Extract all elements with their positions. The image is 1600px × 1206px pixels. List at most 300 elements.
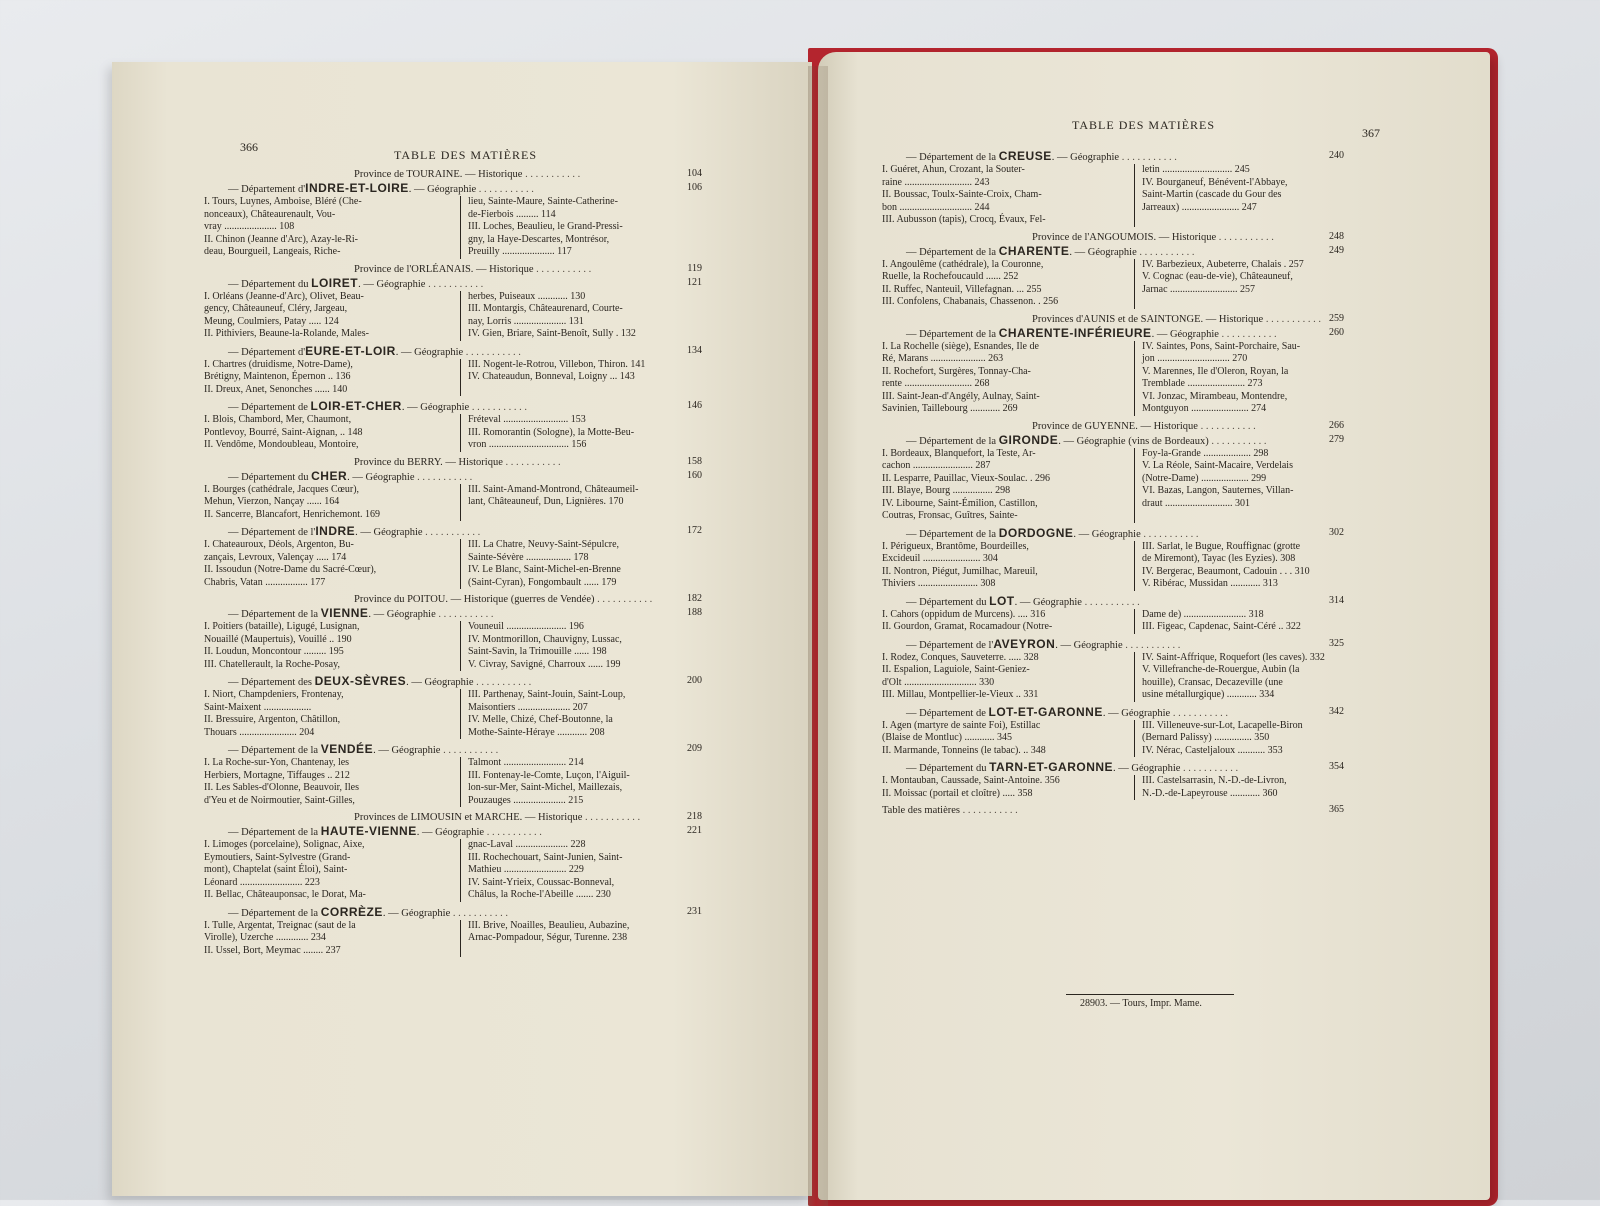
department-name: DORDOGNE <box>998 525 1074 540</box>
left-page <box>112 62 812 1196</box>
toc-subentry-line: III. Castelsarrasin, N.-D.-de-Livron, <box>1142 775 1287 786</box>
column-divider <box>460 839 461 902</box>
toc-heading <box>906 327 1277 341</box>
toc-subentry-line: Saint-Savin, la Trimouille ...... 198 <box>468 646 607 657</box>
toc-subentries-col2 <box>468 196 718 259</box>
toc-heading-text: — Département des <box>228 677 315 688</box>
toc-subentry-line: Tremblade ....................... 273 <box>1142 378 1263 389</box>
column-divider <box>1134 541 1135 591</box>
page-number: 367 <box>1362 126 1380 140</box>
toc-subentries-col2 <box>1142 259 1388 297</box>
toc-page-number: 231 <box>687 905 702 917</box>
leader-dots: . . . . . . . . . . . <box>450 907 508 919</box>
toc-heading-text: Province de l'ORLÉANAIS. — Historique <box>354 263 534 275</box>
toc-subentries-col1 <box>204 920 454 958</box>
toc-subentry-line: II. Sancerre, Blancafort, Henrichemont. 169 <box>204 508 381 520</box>
toc-subentry-line: usine métallurgique) ............ 334 <box>1142 689 1275 700</box>
toc-page-number: 200 <box>687 675 702 686</box>
column-divider <box>1134 652 1135 702</box>
toc-subentry-line: II. Loudun, Moncontour ......... 195 <box>204 646 344 657</box>
leader-dots: . . . . . . . . . . . <box>1081 596 1140 608</box>
toc-subentry-line: Pouzauges ..................... 215 <box>468 794 584 806</box>
toc-subentry-line: (Saint-Cyran), Fongombault ...... 179 <box>468 576 617 588</box>
toc-heading-text: — Département de <box>228 402 311 413</box>
page-number: 366 <box>240 140 258 154</box>
toc-subentry-line: Ruelle, la Rochefoucauld ...... 252 <box>882 271 1019 282</box>
toc-subentries-col2 <box>1142 609 1388 634</box>
toc-heading-suffix: . — Géographie <box>358 278 426 290</box>
toc-subentry-line: Foy-la-Grande ................... 298 <box>1142 447 1269 459</box>
toc-heading <box>906 150 1177 164</box>
department-name: EURE-ET-LOIR <box>305 343 396 358</box>
toc-heading <box>906 434 1266 448</box>
toc-subentry-line: de-Fierbois ......... 114 <box>468 208 556 220</box>
toc-subentry-line: IV. Saint-Yrieix, Coussac-Bonneval, <box>468 876 615 888</box>
toc-subentry-line: N.-D.-de-Lapeyrouse ............ 360 <box>1142 787 1278 799</box>
toc-heading-text: — Département de l' <box>228 527 316 538</box>
toc-subentry-line: Sainte-Sévère .................. 178 <box>468 551 589 563</box>
department-name: LOT-ET-GARONNE <box>988 704 1103 719</box>
toc-heading-suffix: . — Géographie <box>395 346 464 358</box>
toc-subentry-line: IV. Le Blanc, Saint-Michel-en-Brenne <box>468 564 621 575</box>
toc-subentry-line: III. Montargis, Châteaurenard, Courte- <box>468 303 623 314</box>
toc-subentry-line: I. Niort, Champdeniers, Frontenay, <box>204 689 344 700</box>
toc-heading-text: — Département de la <box>228 745 321 756</box>
toc-subentry-line: II. Marmande, Tonneins (le tabac). .. 348 <box>882 744 1046 756</box>
toc-heading-text: Provinces de LIMOUSIN et MARCHE. — Historique <box>354 812 583 823</box>
toc-subentries-col2 <box>468 839 718 902</box>
toc-subentry-line: III. Saint-Amand-Montrond, Châteaumeil- <box>468 483 639 495</box>
toc-subentry-line: II. Moissac (portail et cloître) ..... 358 <box>882 787 1033 799</box>
toc-subentry-line: Saint-Martin (cascade du Gour des <box>1142 189 1282 200</box>
toc-subentry-line: I. Orléans (Jeanne-d'Arc), Olivet, Beau- <box>204 290 364 302</box>
column-divider <box>460 757 461 807</box>
toc-subentry-line: IV. Saintes, Pons, Saint-Porchaire, Sau- <box>1142 340 1301 352</box>
column-divider <box>1134 448 1135 523</box>
toc-heading-suffix: . — Géographie <box>416 827 485 838</box>
toc-heading-text: — Département de la <box>906 435 999 447</box>
toc-heading <box>228 743 498 757</box>
toc-heading <box>354 456 561 469</box>
toc-heading <box>906 638 1180 652</box>
toc-heading <box>228 400 527 414</box>
toc-heading-text: Province du POITOU. — Historique (guerres de Vendée) <box>354 594 595 605</box>
toc-subentry-line: lant, Châteauneuf, Dun, Lignières. 170 <box>468 496 624 507</box>
department-name: AVEYRON <box>993 636 1056 651</box>
toc-subentry-line: II. Pithiviers, Beaune-la-Rolande, Males- <box>204 328 369 339</box>
toc-subentry-line: III. Nogent-le-Rotrou, Villebon, Thiron. 141 <box>468 358 646 370</box>
toc-subentry-line: Thouars ....................... 204 <box>204 726 315 738</box>
toc-subentry-line: (Bernard Palissy) ............... 350 <box>1142 732 1270 743</box>
toc-subentry-line: I. Montauban, Caussade, Saint-Antoine. 356 <box>882 775 1060 786</box>
toc-subentries-col2 <box>1142 775 1388 800</box>
toc-heading <box>228 607 494 621</box>
toc-subentry-line: III. Confolens, Chabanais, Chassenon. . 256 <box>882 296 1059 307</box>
toc-subentry-line: Maisontiers ..................... 207 <box>468 701 588 713</box>
toc-subentry-line: Ré, Marans ...................... 263 <box>882 353 1004 364</box>
leader-dots: . . . . . . . . . . . <box>463 346 521 358</box>
toc-subentry-line: IV. Libourne, Saint-Émilion, Castillon, <box>882 497 1038 509</box>
toc-heading-text: — Département d' <box>228 346 306 358</box>
toc-subentry-line: raine ........................... 243 <box>882 176 990 188</box>
department-name: CHARENTE-INFÉRIEURE <box>998 325 1152 340</box>
spine-shadow <box>808 66 828 1206</box>
toc-subentry-line: houille), Cransac, Decazeville (une <box>1142 676 1283 688</box>
toc-subentry-line: I. Chateauroux, Déols, Argenton, Bu- <box>204 539 354 550</box>
toc-subentry-line: cachon ........................ 287 <box>882 460 991 471</box>
toc-page-number: 365 <box>1329 804 1344 815</box>
toc-page-number: 260 <box>1329 326 1344 338</box>
toc-subentry-line: Fréteval .......................... 153 <box>468 414 586 425</box>
toc-subentry-line: (Blaise de Montluc) ............ 345 <box>882 732 1012 743</box>
toc-subentry-line: V. Civray, Savigné, Charroux ...... 199 <box>468 658 621 670</box>
toc-heading <box>228 470 472 484</box>
toc-subentry-line: II. Ruffec, Nanteuil, Villefagnan. ... 255 <box>882 283 1042 295</box>
toc-subentry-line: IV. Bergerac, Beaumont, Cadouin . . . 310 <box>1142 565 1310 577</box>
toc-subentry-line: V. Marennes, Ile d'Oleron, Royan, la <box>1142 365 1289 377</box>
toc-heading-text: — Département d' <box>228 184 306 195</box>
leader-dots: . . . . . . . . . . . <box>476 184 534 195</box>
leader-dots: . . . . . . . . . . . <box>435 609 494 620</box>
toc-subentry-line: lon-sur-Mer, Saint-Michel, Maillezais, <box>468 782 623 793</box>
leader-dots: . . . . . . . . . . . <box>469 402 527 413</box>
toc-subentry-line: nonceaux), Châteaurenault, Vou- <box>204 208 336 220</box>
toc-subentries-col1 <box>882 164 1128 227</box>
toc-subentry-line: III. Saint-Jean-d'Angély, Aulnay, Saint- <box>882 390 1040 402</box>
running-head: TABLE DES MATIÈRES <box>394 148 538 162</box>
toc-subentry-line: II. Issoudun (Notre-Dame du Sacré-Cœur), <box>204 564 377 575</box>
toc-heading-suffix: . — Géographie <box>382 907 451 919</box>
toc-subentry-line: I. Tulle, Argentat, Treignac (saut de la <box>204 919 356 931</box>
leader-dots: . . . . . . . . . . . <box>1197 420 1256 432</box>
toc-subentry-line: III. Villeneuve-sur-Lot, Lacapelle-Biron <box>1142 719 1303 731</box>
printer-imprint: 28903. — Tours, Impr. Mame. <box>1080 998 1202 1009</box>
toc-subentries-col1 <box>204 484 454 522</box>
department-name: VIENNE <box>320 606 369 620</box>
toc-subentry-line: II. Lesparre, Pauillac, Vieux-Soulac. . 296 <box>882 472 1051 484</box>
toc-subentry-line: II. Bellac, Châteauponsac, le Dorat, Ma- <box>204 889 366 900</box>
toc-subentry-line: Mathieu ......................... 229 <box>468 864 584 875</box>
column-divider <box>460 484 461 522</box>
toc-subentry-line: II. Espalion, Laguiole, Saint-Geniez- <box>882 664 1030 675</box>
toc-subentry-line: II. Bressuire, Argenton, Châtillon, <box>204 714 341 725</box>
toc-subentry-line: gnac-Laval ..................... 228 <box>468 839 586 850</box>
toc-page-number: 266 <box>1329 419 1344 431</box>
toc-heading-suffix: . — Géographie <box>1069 246 1137 258</box>
column-divider <box>460 196 461 259</box>
leader-dots: . . . . . . . . . . . <box>1208 435 1267 447</box>
toc-heading-suffix: . — Géographie <box>355 527 423 538</box>
toc-heading-text: — Département du <box>228 471 312 483</box>
toc-page-number: 240 <box>1329 150 1344 161</box>
toc-subentries-col2 <box>468 621 718 671</box>
toc-subentries-col1 <box>204 539 454 589</box>
toc-subentry-line: II. Ussel, Bort, Meymac ........ 237 <box>204 944 341 956</box>
toc-subentry-line: III. Aubusson (tapis), Crocq, Évaux, Fel- <box>882 214 1046 225</box>
department-name: LOIRET <box>311 275 359 290</box>
leader-dots: . . . . . . . . . . . <box>1122 639 1181 651</box>
toc-subentries-col1 <box>204 689 454 739</box>
department-name: HAUTE-VIENNE <box>320 824 417 838</box>
toc-page-number: 248 <box>1329 230 1344 242</box>
toc-subentry-line: vray ..................... 108 <box>204 221 295 232</box>
toc-subentry-line: Jarreaux) ....................... 247 <box>1142 201 1257 213</box>
toc-subentry-line: zançais, Levroux, Valençay ..... 174 <box>204 551 347 563</box>
toc-subentry-line: III. Brive, Noailles, Beaulieu, Aubazine, <box>468 919 630 931</box>
department-name: INDRE-ET-LOIRE <box>305 181 409 195</box>
toc-heading <box>906 245 1195 259</box>
toc-heading-text: — Département de l' <box>906 639 994 651</box>
toc-subentry-line: II. Les Sables-d'Olonne, Beauvoir, Iles <box>204 782 359 793</box>
toc-subentry-line: deau, Bourgueil, Langeais, Riche- <box>204 246 341 257</box>
toc-subentry-line: III. Rochechouart, Saint-Junien, Saint- <box>468 851 623 863</box>
leader-dots: . . . . . . . . . . . <box>1140 528 1199 540</box>
toc-subentry-line: II. Boussac, Toulx-Sainte-Croix, Cham- <box>882 189 1042 200</box>
toc-subentry-line: II. Nontron, Piégut, Jumilhac, Mareuil, <box>882 565 1038 577</box>
toc-heading <box>228 345 521 359</box>
toc-heading-suffix: . — Géographie <box>1102 707 1171 719</box>
toc-subentry-line: mont), Chaptelat (saint Éloi), Saint- <box>204 864 348 875</box>
toc-subentry-line: IV. Nérac, Casteljaloux ........... 353 <box>1142 744 1283 756</box>
toc-subentry-line: V. La Réole, Saint-Macaire, Verdelais <box>1142 460 1293 471</box>
toc-subentry-line: nay, Lorris ..................... 131 <box>468 315 584 327</box>
toc-heading-text: — Département de la <box>906 152 999 163</box>
toc-subentry-line: bon ............................. 244 <box>882 201 990 213</box>
toc-subentries-col2 <box>1142 448 1388 511</box>
toc-heading-text: Province du BERRY. — Historique <box>354 456 503 468</box>
toc-subentries-col1 <box>882 259 1128 309</box>
toc-subentries-col1 <box>882 448 1128 523</box>
toc-page-number: 134 <box>687 344 702 356</box>
toc-subentry-line: Saint-Maixent ................... <box>204 701 312 713</box>
column-divider <box>1134 775 1135 800</box>
toc-subentry-line: letin ............................ 245 <box>1142 164 1250 175</box>
leader-dots: . . . . . . . . . . . <box>440 745 499 756</box>
toc-page-number: 188 <box>687 607 702 618</box>
toc-subentry-line: IV. Montmorillon, Chauvigny, Lussac, <box>468 633 622 645</box>
toc-heading <box>228 182 534 196</box>
leader-dots: . . . . . . . . . . . <box>1216 231 1274 243</box>
toc-subentry-line: Meung, Coulmiers, Patay ..... 124 <box>204 315 339 327</box>
toc-subentry-line: III. Chatellerault, la Roche-Posay, <box>204 658 340 670</box>
toc-heading-text: — Département de la <box>228 609 321 620</box>
toc-subentry-line: vron ................................ 156 <box>468 439 587 450</box>
toc-heading-text: — Département de la <box>906 328 999 340</box>
toc-subentry-line: III. Romorantin (Sologne), la Motte-Beu- <box>468 426 635 438</box>
leader-dots: . . . . . . . . . . . <box>422 527 481 538</box>
column-divider <box>460 291 461 341</box>
toc-page-number: 182 <box>687 593 702 604</box>
toc-subentries-col1 <box>204 414 454 452</box>
toc-subentry-line: I. Tours, Luynes, Amboise, Bléré (Che- <box>204 196 362 207</box>
toc-heading <box>228 525 480 539</box>
toc-subentry-line: I. Agen (martyre de sainte Foi), Estillac <box>882 719 1041 731</box>
toc-subentry-line: rente ........................... 268 <box>882 378 990 389</box>
toc-subentry-line: draut ........................... 301 <box>1142 497 1251 509</box>
toc-heading-text: — Département du <box>906 763 990 774</box>
leader-dots: . . . . . . . . . . . <box>1180 763 1239 774</box>
toc-heading <box>228 277 483 291</box>
leader-dots: . . . . . . . . . . . <box>594 594 653 605</box>
department-name: GIRONDE <box>998 432 1059 447</box>
toc-subentries-col2 <box>468 291 718 341</box>
toc-heading-text: — Département de la <box>228 827 321 838</box>
department-name: INDRE <box>315 524 356 538</box>
toc-heading <box>906 761 1238 775</box>
toc-subentries-col1 <box>882 775 1128 800</box>
toc-subentry-line: Vouneuil ........................ 196 <box>468 621 584 632</box>
toc-subentry-line: IV. Chateaudun, Bonneval, Loigny ... 143 <box>468 371 635 382</box>
leader-dots: . . . . . . . . . . . <box>1218 328 1277 340</box>
toc-subentry-line: I. Poitiers (bataille), Ligugé, Lusignan, <box>204 621 360 632</box>
toc-subentry-line: Jarnac ........................... 257 <box>1142 283 1256 295</box>
column-divider <box>460 920 461 958</box>
toc-heading <box>228 825 542 839</box>
toc-heading <box>1032 313 1321 326</box>
toc-heading-text: Table des matières <box>882 805 960 816</box>
department-name: CHARENTE <box>998 243 1070 258</box>
leader-dots: . . . . . . . . . . . <box>1263 313 1321 325</box>
toc-subentry-line: Excideuil ....................... 304 <box>882 553 998 564</box>
column-divider <box>460 359 461 397</box>
toc-subentry-line: III. Fontenay-le-Comte, Luçon, l'Aiguil- <box>468 769 630 781</box>
toc-subentry-line: Mothe-Sainte-Héraye ............ 208 <box>468 726 605 738</box>
toc-subentries-col1 <box>204 291 454 341</box>
toc-subentry-line: I. Angoulême (cathédrale), la Couronne, <box>882 258 1044 270</box>
toc-heading-suffix: . — Géographie <box>401 402 470 413</box>
toc-heading <box>354 168 580 181</box>
toc-subentry-line: Thiviers ........................ 308 <box>882 578 996 589</box>
toc-subentry-line: I. Limoges (porcelaine), Solignac, Aixe, <box>204 839 365 850</box>
toc-subentry-line: III. Sarlat, le Bugue, Rouffignac (grotte <box>1142 540 1301 552</box>
toc-subentry-line: III. La Chatre, Neuvy-Saint-Sépulcre, <box>468 539 620 550</box>
toc-subentry-line: I. Bourges (cathédrale, Jacques Cœur), <box>204 483 360 495</box>
toc-subentry-line: I. Rodez, Conques, Sauveterre. ..... 328 <box>882 651 1039 663</box>
leader-dots: . . . . . . . . . . . <box>484 827 542 838</box>
toc-subentry-line: II. Rochefort, Surgères, Tonnay-Cha- <box>882 365 1031 377</box>
column-divider <box>460 539 461 589</box>
toc-subentries-col1 <box>204 359 454 397</box>
toc-page-number: 158 <box>687 455 702 467</box>
toc-heading <box>354 593 652 606</box>
toc-page-number: 249 <box>1329 244 1344 256</box>
toc-heading-text: Province de TOURAINE. — Historique <box>354 169 523 180</box>
toc-page-number: 146 <box>687 400 702 411</box>
toc-page-number: 106 <box>687 182 702 193</box>
leader-dots: . . . . . . . . . . . <box>502 456 561 468</box>
right-page <box>818 52 1490 1200</box>
toc-page-number: 121 <box>687 276 702 288</box>
toc-subentry-line: Coutras, Fronsac, Guîtres, Sainte- <box>882 510 1018 521</box>
toc-heading-text: — Département de la <box>906 246 999 258</box>
toc-subentries-col2 <box>1142 541 1388 591</box>
leader-dots: . . . . . . . . . . . <box>582 812 641 823</box>
toc-subentry-line: Eymoutiers, Saint-Sylvestre (Grand- <box>204 851 351 863</box>
toc-heading <box>354 263 591 276</box>
toc-subentries-col2 <box>1142 164 1388 214</box>
toc-subentry-line: Talmont ......................... 214 <box>468 757 584 768</box>
toc-subentry-line: V. Villefranche-de-Rouergue, Aubin (la <box>1142 664 1300 675</box>
toc-subentry-line: III. Loches, Beaulieu, le Grand-Pressi- <box>468 221 623 232</box>
toc-heading-text: Provinces d'AUNIS et de SAINTONGE. — Historique <box>1032 313 1264 325</box>
department-name: LOT <box>989 593 1015 608</box>
toc-heading-suffix: . — Géographie <box>1151 328 1219 340</box>
toc-subentry-line: I. Blois, Chambord, Mer, Chaumont, <box>204 414 352 425</box>
toc-subentries-col2 <box>468 757 718 807</box>
toc-subentry-line: I. Périgueux, Brantôme, Bourdeilles, <box>882 540 1029 552</box>
column-divider <box>1134 341 1135 416</box>
column-divider <box>1134 259 1135 309</box>
toc-subentries-col2 <box>1142 652 1388 702</box>
toc-heading-suffix: . — Géographie <box>1014 596 1082 608</box>
toc-subentry-line: Brétigny, Maintenon, Épernon .. 136 <box>204 371 351 382</box>
department-name: VENDÉE <box>320 742 374 756</box>
leader-dots: . . . . . . . . . . . <box>414 471 473 483</box>
toc-heading <box>906 527 1199 541</box>
toc-subentry-line: IV. Melle, Chizé, Chef-Boutonne, la <box>468 714 613 725</box>
leader-dots: . . . . . . . . . . . <box>1136 246 1195 258</box>
toc-subentry-line: I. La Roche-sur-Yon, Chantenay, les <box>204 757 350 768</box>
toc-subentries-col1 <box>882 609 1128 634</box>
toc-heading <box>1032 231 1274 244</box>
toc-subentry-line: III. Blaye, Bourg ................ 298 <box>882 485 1011 496</box>
toc-heading-text: Province de GUYENNE. — Historique <box>1032 420 1198 432</box>
toc-page-number: 325 <box>1329 637 1344 649</box>
toc-heading-suffix: . — Géographie <box>408 184 477 195</box>
column-divider <box>1134 609 1135 634</box>
toc-subentry-line: gny, la Haye-Descartes, Montrésor, <box>468 233 610 245</box>
department-name: CREUSE <box>998 149 1052 163</box>
toc-heading-text: — Département de <box>906 707 989 719</box>
toc-page-number: 259 <box>1329 312 1344 324</box>
toc-page-number: 160 <box>687 469 702 481</box>
toc-heading-suffix: . — Géographie <box>1055 639 1123 651</box>
toc-heading-suffix: . — Géographie <box>406 677 474 688</box>
toc-subentries-col1 <box>204 196 454 259</box>
toc-subentries-col1 <box>204 839 454 902</box>
toc-subentry-line: Chabris, Vatan ................. 177 <box>204 576 326 588</box>
toc-heading <box>882 804 1018 817</box>
toc-subentry-line: III. Parthenay, Saint-Jouin, Saint-Loup, <box>468 689 626 700</box>
toc-subentry-line: Nouaillé (Maupertuis), Vouillé .. 190 <box>204 633 352 645</box>
column-divider <box>460 621 461 671</box>
toc-page-number: 209 <box>687 743 702 754</box>
toc-subentry-line: II. Dreux, Anet, Senonches ...... 140 <box>204 383 348 395</box>
toc-subentry-line: I. Chartres (druidisme, Notre-Dame), <box>204 358 353 370</box>
toc-subentries-col1 <box>882 720 1128 758</box>
toc-subentry-line: II. Chinon (Jeanne d'Arc), Azay-le-Ri- <box>204 233 358 245</box>
toc-subentry-line: Dame de) ......................... 318 <box>1142 608 1264 620</box>
column-divider <box>1134 720 1135 758</box>
toc-subentries-col2 <box>1142 720 1388 758</box>
column-divider <box>1134 164 1135 227</box>
toc-subentry-line: Arnac-Pompadour, Ségur, Turenne. 238 <box>468 932 628 943</box>
department-name: CORRÈZE <box>320 904 383 919</box>
toc-subentry-line: IV. Gien, Briare, Saint-Benoît, Sully . 132 <box>468 328 636 339</box>
toc-subentry-line: Mehun, Vierzon, Nançay ...... 164 <box>204 496 340 507</box>
toc-heading-suffix: . — Géographie <box>368 609 436 620</box>
toc-subentry-line: V. Ribérac, Mussidan ............ 313 <box>1142 578 1278 589</box>
department-name: TARN-ET-GARONNE <box>989 760 1114 774</box>
toc-page-number: 218 <box>687 811 702 822</box>
toc-subentry-line: Châlus, la Roche-l'Abeille ....... 230 <box>468 889 611 900</box>
department-name: DEUX-SÈVRES <box>314 674 407 688</box>
toc-page-number: 314 <box>1329 594 1344 606</box>
toc-subentries-col1 <box>882 341 1128 416</box>
toc-heading <box>1032 420 1256 433</box>
running-head: TABLE DES MATIÈRES <box>1072 118 1216 132</box>
toc-heading <box>906 595 1140 609</box>
